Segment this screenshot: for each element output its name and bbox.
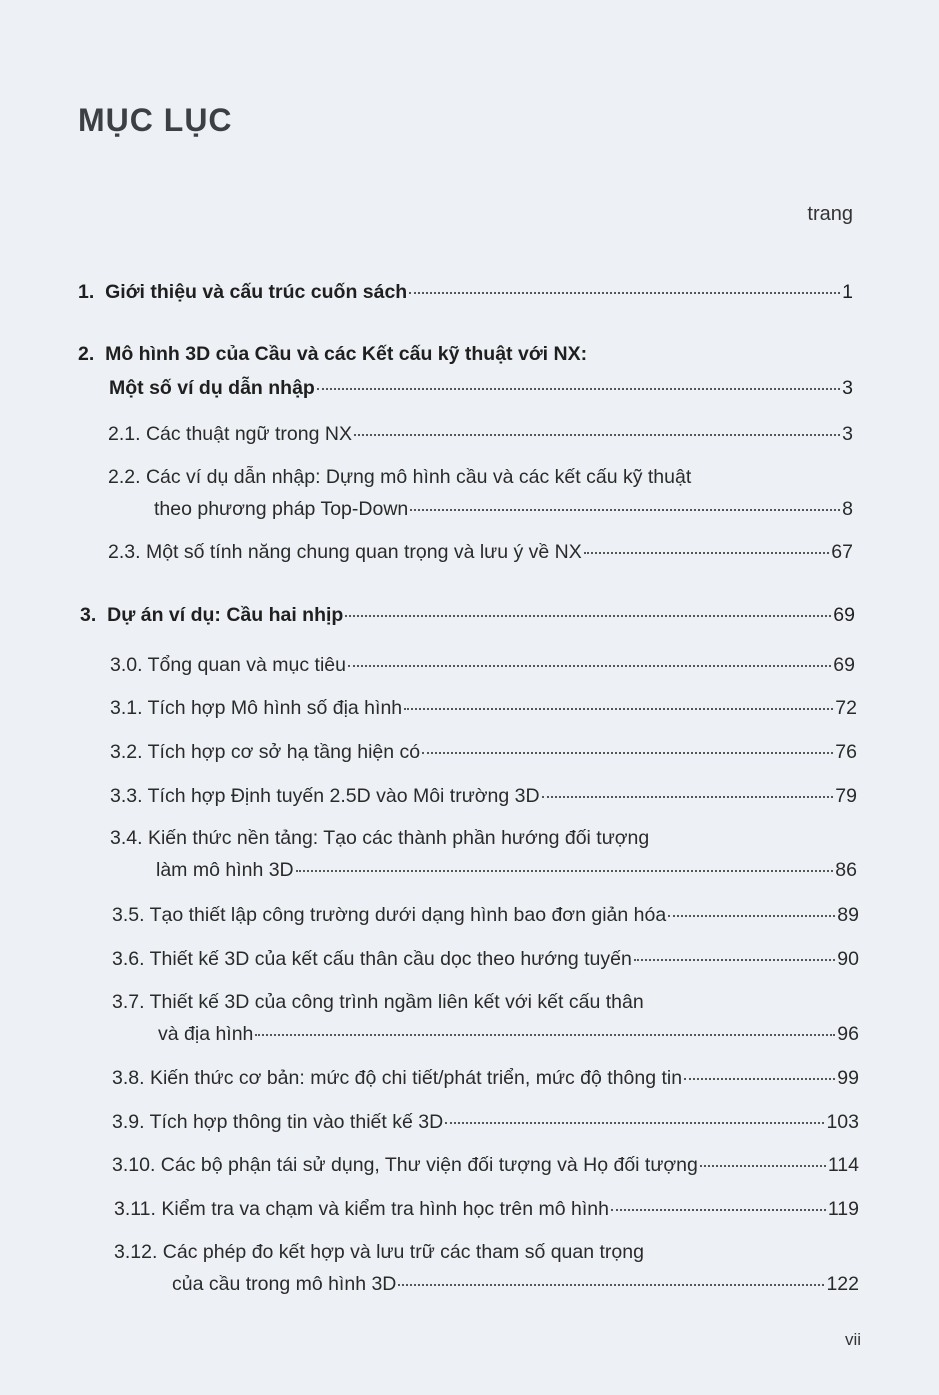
dot-leader [404,708,833,710]
entry-page: 114 [827,1154,859,1176]
dot-leader [668,915,835,917]
footer-page-number: vii [844,1330,861,1349]
toc-entry: 3.5. Tạo thiết lập công trường dưới dạng hình bao đơn giản hóa 89 [112,904,859,926]
toc-entry: 3.4. Kiến thức nền tảng: Tạo các thành phần hướng đối tượng làm mô hình 3D 86 [110,827,857,881]
entry-page: 89 [837,904,859,926]
toc-entry: 3.3. Tích hợp Định tuyến 2.5D vào Môi trường 3D 79 [110,785,857,807]
toc-entry: 3.7. Thiết kế 3D của công trình ngầm liên kết với kết cấu thân và địa hình 96 [112,991,859,1045]
entry-page: 69 [833,604,855,626]
entry-page: 1 [842,281,853,303]
entry-page: 72 [835,697,857,719]
dot-leader [296,870,834,872]
toc-entry: 2.3. Một số tính năng chung quan trọng và lưu ý về NX 67 [108,541,853,563]
dot-leader [410,509,840,511]
dot-leader [611,1209,826,1211]
dot-leader [409,292,840,294]
dot-leader [584,552,830,554]
entry-page: 90 [837,948,859,970]
entry-page: 8 [842,498,853,520]
entry-page: 76 [835,741,857,763]
entry-page: 69 [833,654,855,676]
dot-leader [700,1165,826,1167]
toc-entry: 3.8. Kiến thức cơ bản: mức độ chi tiết/phát triển, mức độ thông tin 99 [112,1067,859,1089]
toc-entry: 3.1. Tích hợp Mô hình số địa hình 72 [110,697,857,719]
page-title: MỤC LỤC [78,102,233,138]
toc-entry: 3.11. Kiểm tra va chạm và kiểm tra hình học trên mô hình 119 [114,1198,859,1220]
entry-page: 3 [842,423,853,445]
dot-leader [354,434,840,436]
entry-page: 119 [827,1198,859,1220]
entry-page: 96 [837,1023,859,1045]
entry-page: 122 [826,1273,859,1295]
entry-page: 86 [835,859,857,881]
toc-entry: 3.10. Các bộ phận tái sử dụng, Thư viện đối tượng và Họ đối tượng 114 [112,1154,859,1176]
toc-entry: 3.12. Các phép đo kết hợp và lưu trữ các tham số quan trọng của cầu trong mô hình 3D 122 [114,1241,859,1295]
entry-page: 99 [837,1067,859,1089]
entry-page: 103 [826,1111,859,1133]
dot-leader [398,1284,824,1286]
dot-leader [422,752,833,754]
dot-leader [317,388,840,390]
page-column-label: trang [807,203,853,225]
dot-leader [445,1122,824,1124]
toc-entry: 2.1. Các thuật ngữ trong NX 3 [108,423,853,445]
toc-entry: 3.6. Thiết kế 3D của kết cấu thân cầu dọc theo hướng tuyến 90 [112,948,859,970]
toc-entry: 3. Dự án ví dụ: Cầu hai nhịp 69 [80,604,855,626]
dot-leader [345,615,831,617]
dot-leader [348,665,831,667]
dot-leader [255,1034,835,1036]
toc-entry: 3.0. Tổng quan và mục tiêu 69 [110,654,855,676]
dot-leader [684,1078,835,1080]
entry-page: 67 [831,541,853,563]
entry-page: 3 [842,377,853,399]
dot-leader [542,796,834,798]
dot-leader [634,959,835,961]
toc-entry: 3.9. Tích hợp thông tin vào thiết kế 3D 103 [112,1111,859,1133]
toc-entry: 3.2. Tích hợp cơ sở hạ tầng hiện có 76 [110,741,857,763]
entry-page: 79 [835,785,857,807]
toc-entry: 1. Giới thiệu và cấu trúc cuốn sách 1 [78,281,853,303]
toc-entry: 2.2. Các ví dụ dẫn nhập: Dựng mô hình cầu và các kết cấu kỹ thuật theo phương pháp Top-Down 8 [108,466,853,520]
toc-entry: 2. Mô hình 3D của Cầu và các Kết cấu kỹ thuật với NX: Một số ví dụ dẫn nhập 3 [78,343,853,399]
